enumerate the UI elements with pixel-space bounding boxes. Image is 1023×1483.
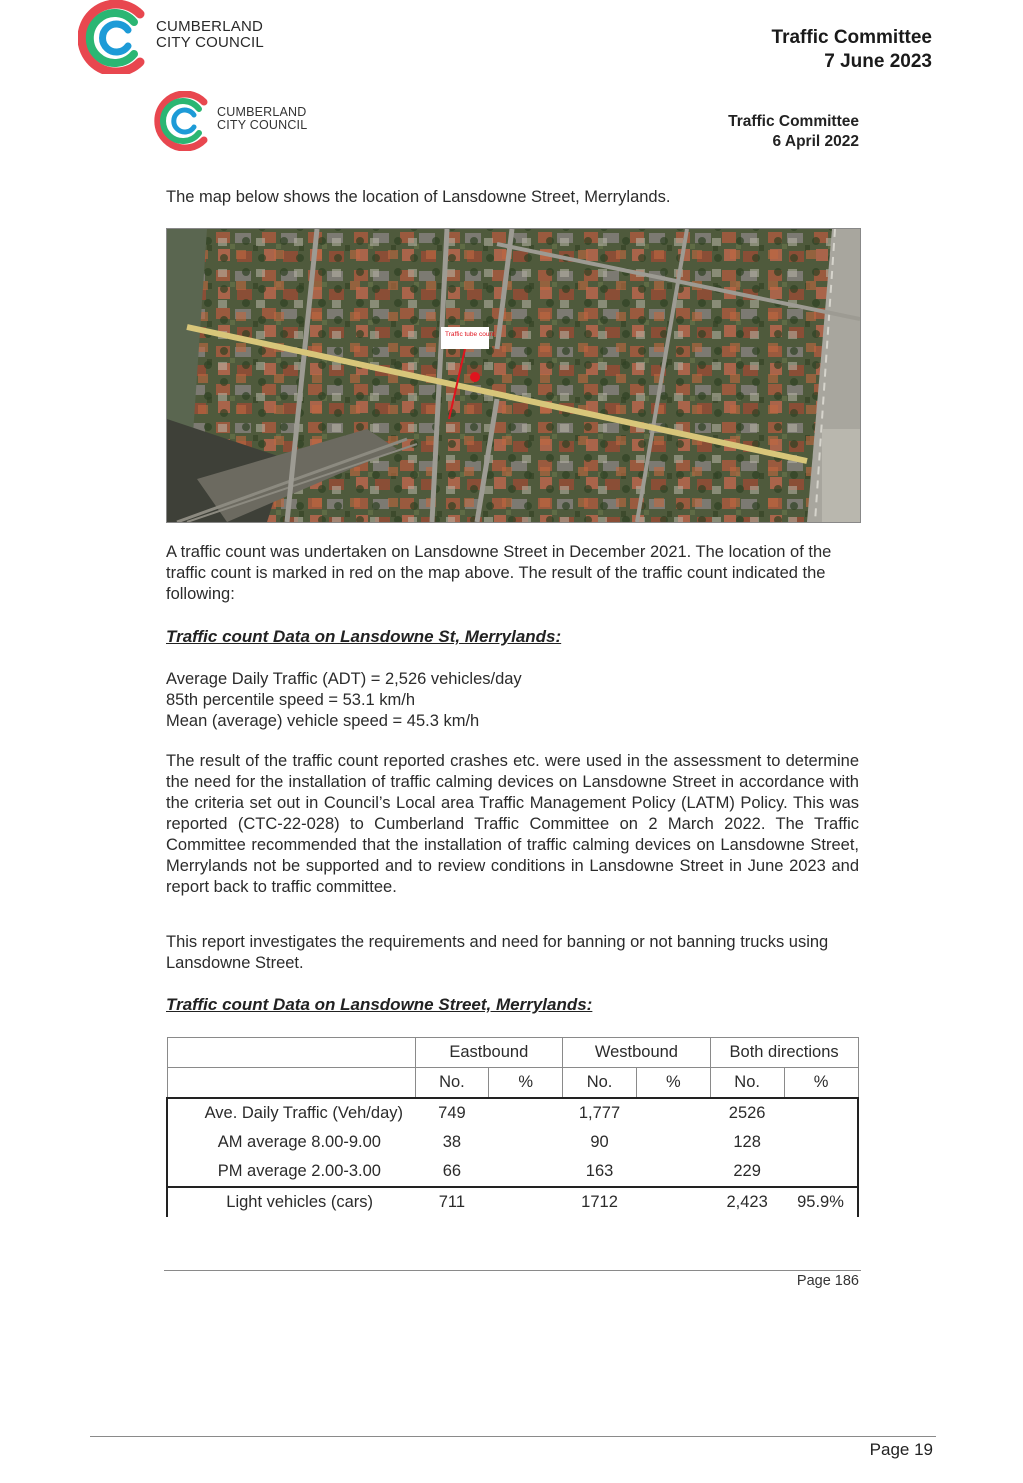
table-row bbox=[167, 1128, 858, 1157]
inner-committee-title: Traffic Committee bbox=[728, 113, 859, 130]
outer-page-number: Page 19 bbox=[869, 1440, 933, 1459]
stats-list bbox=[166, 669, 522, 732]
row-b-pct bbox=[784, 1128, 858, 1157]
heading-count-data-full: Traffic count Data on Lansdowne Street, Merrylands: bbox=[166, 995, 593, 1014]
map-marker-label: Traffic tube count bbox=[445, 331, 495, 338]
outer-committee-title: Traffic Committee bbox=[771, 27, 932, 48]
sub-w-pct: % bbox=[636, 1068, 710, 1099]
inner-logo bbox=[154, 91, 216, 151]
inner-footer-rule bbox=[164, 1270, 861, 1271]
map-intro: The map below shows the location of Lansdowne Street, Merrylands. bbox=[166, 188, 671, 206]
row-b-no: 2526 bbox=[728, 1104, 766, 1122]
row-e-no: 38 bbox=[442, 1133, 462, 1151]
row-label: AM average 8.00-9.00 bbox=[217, 1133, 381, 1151]
group-westbound: Westbound bbox=[563, 1038, 711, 1068]
row-b-pct bbox=[784, 1098, 858, 1128]
row-e-no: 749 bbox=[438, 1104, 466, 1122]
table-row bbox=[167, 1098, 858, 1128]
stat-mean: Mean (average) vehicle speed = 45.3 km/h bbox=[166, 712, 480, 730]
row-w-no: 90 bbox=[590, 1133, 609, 1151]
sub-e-no: No. bbox=[415, 1068, 489, 1099]
row-label: Light vehicles (cars) bbox=[226, 1193, 373, 1211]
row-w-no: 1712 bbox=[581, 1193, 618, 1211]
row-b-pct bbox=[784, 1157, 858, 1187]
row-w-no: 163 bbox=[585, 1162, 614, 1180]
aerial-map-image bbox=[167, 229, 860, 522]
row-b-no: 229 bbox=[733, 1162, 761, 1180]
council-logo-icon bbox=[78, 0, 156, 74]
assessment-paragraph: The result of the traffic count reported crashes etc. were used in the assessment to determine the need for the installation of traffic calming devices on Lansdowne Street in accordance with the criteria set out in Council’s Local area Traffic Management Policy (LATM) Policy. This was reported (CTC-22-028) to Cumberland Traffic Committee on 2 March 2022. The Traffic Committee recommended that the installation of traffic calming devices on Lansdowne Street, Merrylands not be supported and to review conditions in Lansdowne Street in June 2023 and report back to traffic committee. bbox=[166, 752, 859, 896]
outer-logo-line1: CUMBERLAND bbox=[156, 18, 264, 35]
sub-e-pct: % bbox=[489, 1068, 563, 1099]
row-e-no: 66 bbox=[442, 1162, 462, 1180]
row-label: PM average 2.00-3.00 bbox=[217, 1162, 381, 1180]
row-b-pct: 95.9% bbox=[797, 1193, 844, 1211]
traffic-count-intro: A traffic count was undertaken on Lansdowne Street in December 2021. The location of the traffic count is marked in red on the map above. The result of the traffic count indicated the following: bbox=[166, 543, 832, 603]
row-b-no: 128 bbox=[733, 1133, 761, 1151]
table-sub-header bbox=[167, 1068, 858, 1099]
stat-adt: Average Daily Traffic (ADT) = 2,526 vehicles/day bbox=[166, 670, 522, 688]
row-e-no: 711 bbox=[438, 1193, 466, 1211]
outer-logo-text bbox=[156, 19, 264, 51]
outer-logo bbox=[78, 0, 156, 74]
outer-logo-line2: CITY COUNCIL bbox=[156, 34, 264, 51]
inner-committee-date: 6 April 2022 bbox=[772, 133, 859, 150]
traffic-data-table bbox=[166, 1037, 859, 1217]
table-group-header bbox=[167, 1038, 858, 1068]
inner-logo-line1: CUMBERLAND bbox=[217, 105, 307, 119]
row-label: Ave. Daily Traffic (Veh/day) bbox=[204, 1104, 403, 1122]
table-row bbox=[167, 1187, 858, 1217]
sub-b-no: No. bbox=[710, 1068, 784, 1099]
group-both: Both directions bbox=[710, 1038, 858, 1068]
table-row bbox=[167, 1157, 858, 1187]
heading-count-data-short: Traffic count Data on Lansdowne St, Merrylands: bbox=[166, 627, 562, 646]
report-purpose: This report investigates the requirements and need for banning or not banning trucks using Lansdowne Street. bbox=[166, 933, 829, 972]
inner-header bbox=[728, 112, 859, 152]
group-eastbound: Eastbound bbox=[415, 1038, 563, 1068]
council-logo-icon bbox=[154, 91, 216, 151]
aerial-map bbox=[166, 228, 861, 523]
inner-logo-text bbox=[217, 106, 307, 132]
sub-b-pct: % bbox=[784, 1068, 858, 1099]
sub-w-no: No. bbox=[563, 1068, 637, 1099]
inner-logo-line2: CITY COUNCIL bbox=[217, 118, 308, 132]
stat-85th: 85th percentile speed = 53.1 km/h bbox=[166, 691, 416, 709]
row-w-no: 1,777 bbox=[578, 1104, 621, 1122]
outer-header bbox=[772, 26, 932, 74]
row-b-no: 2,423 bbox=[726, 1193, 768, 1211]
inner-page-number: Page 186 bbox=[796, 1273, 859, 1289]
outer-footer-rule bbox=[90, 1436, 936, 1437]
outer-committee-date: 7 June 2023 bbox=[824, 51, 932, 72]
